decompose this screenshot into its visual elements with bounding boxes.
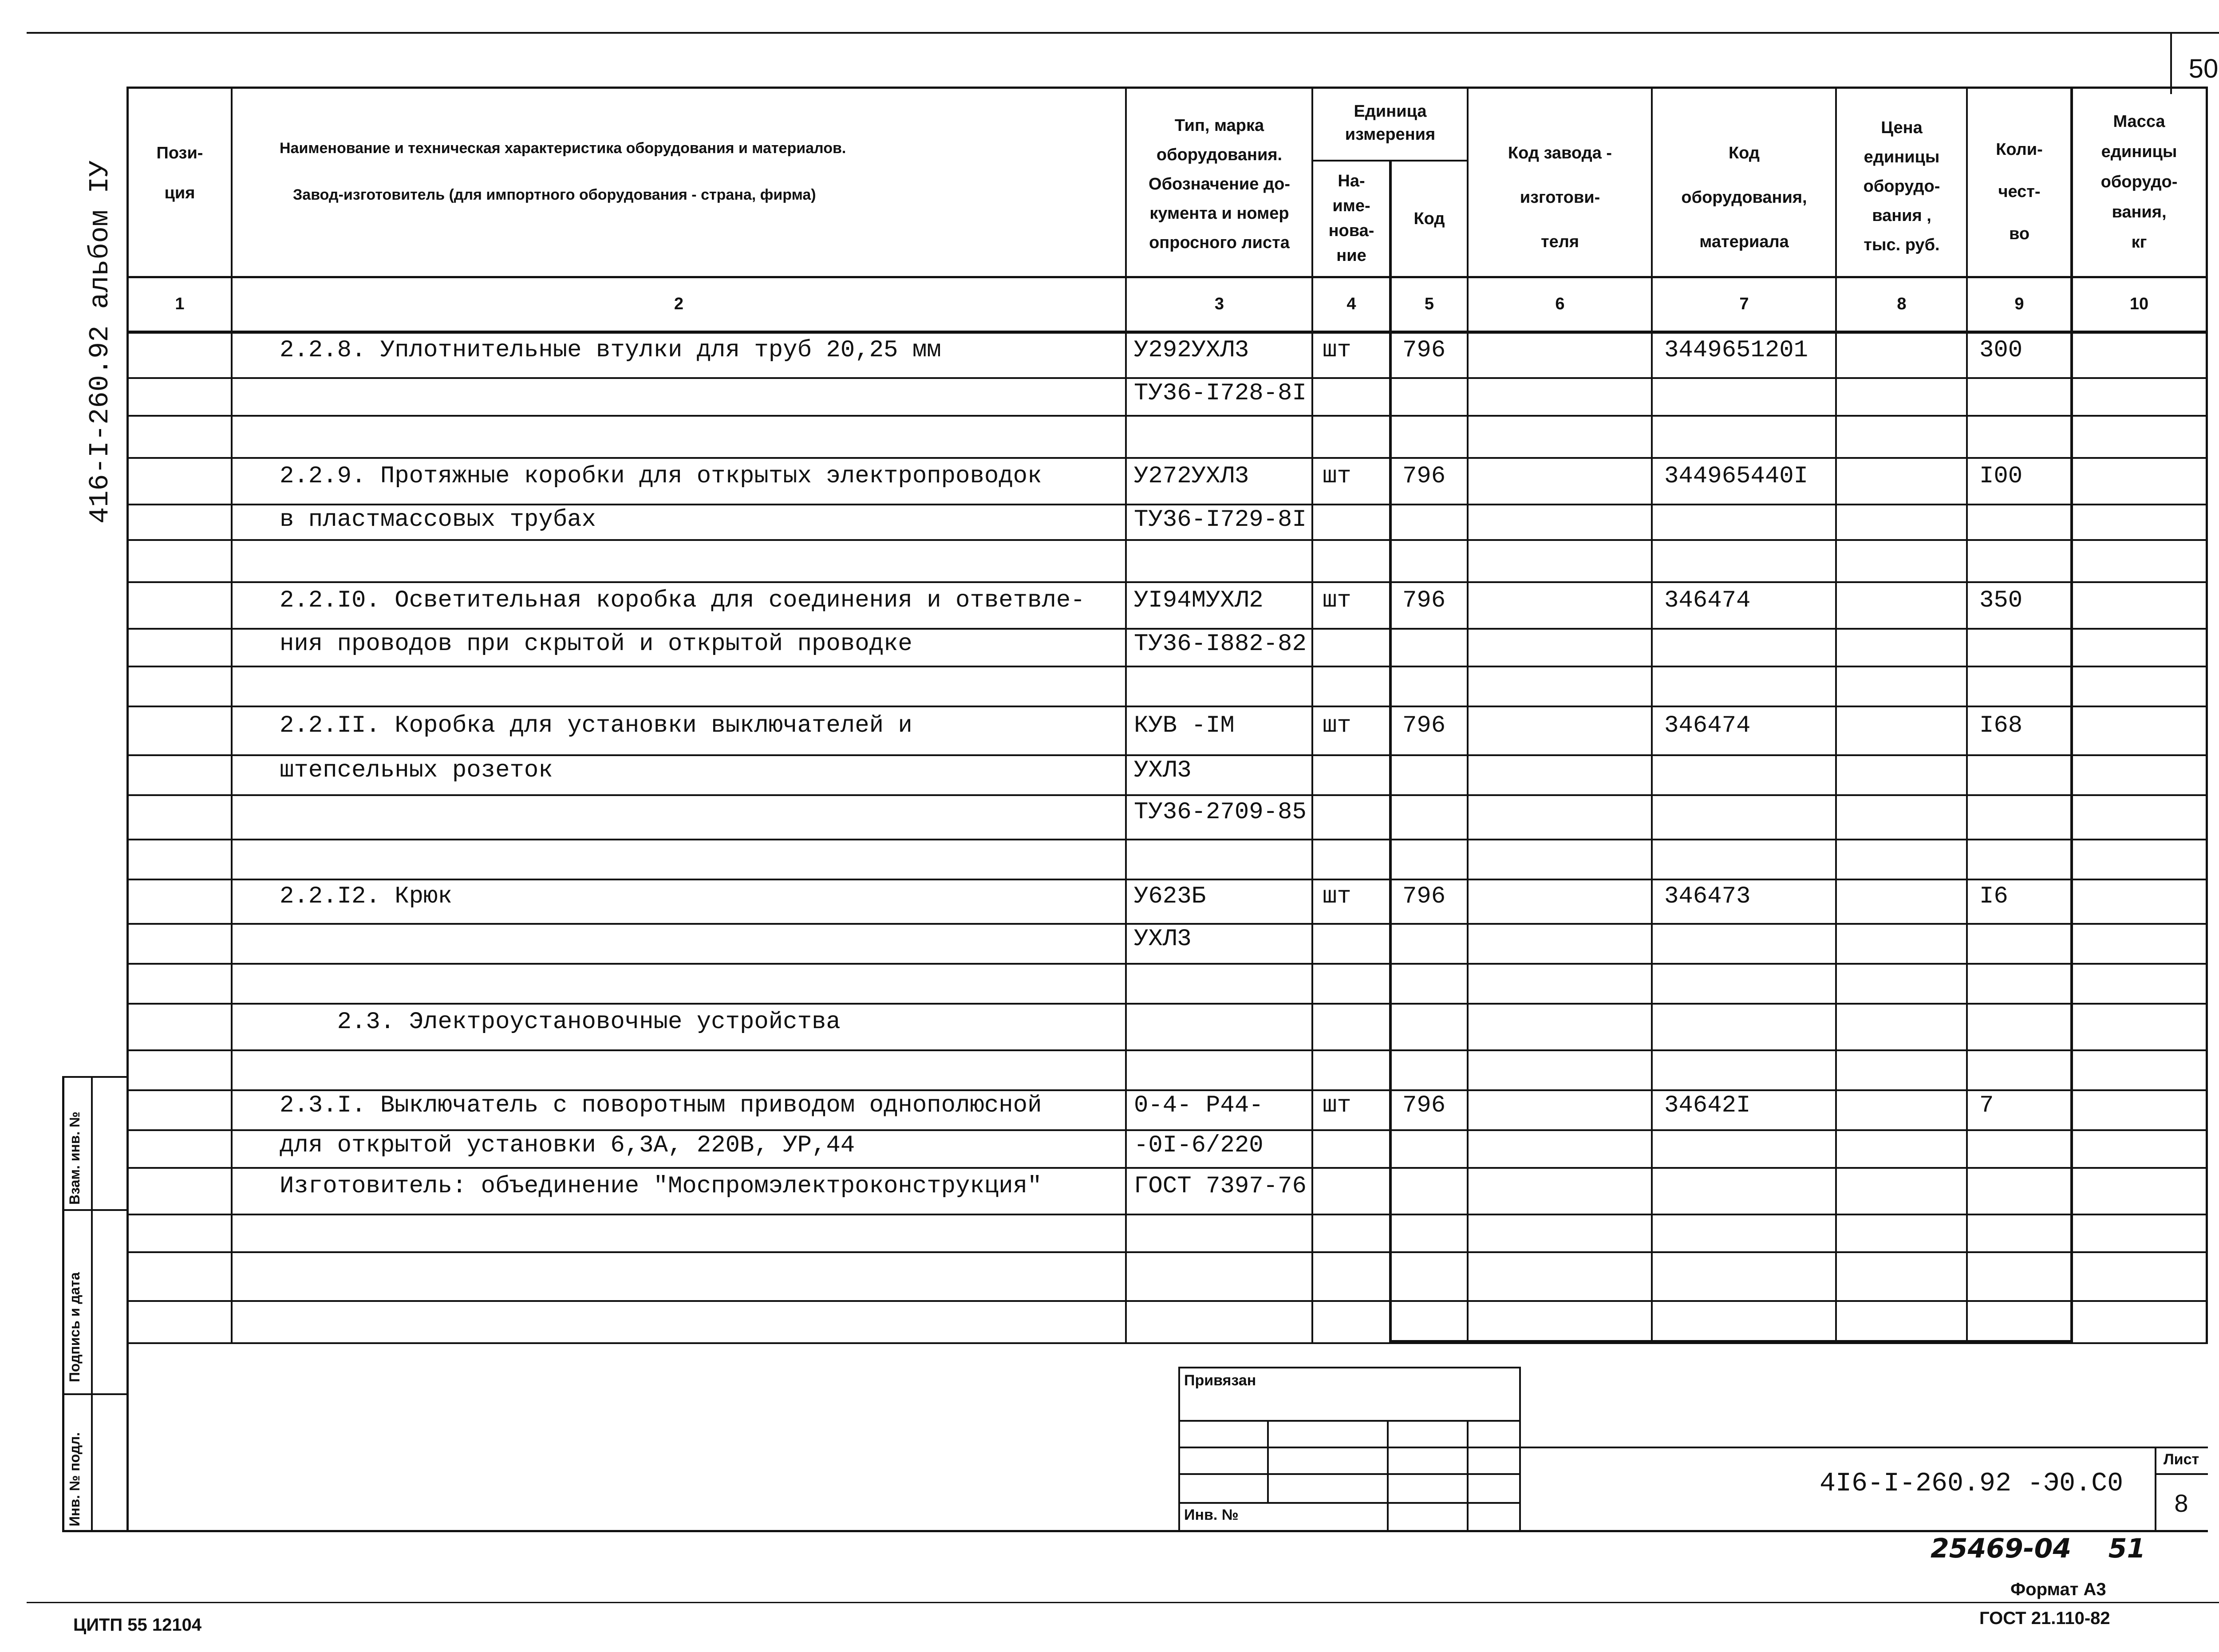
row-type: УI94МУХЛ2 [1134, 587, 1263, 614]
row-divider [126, 794, 2208, 796]
row-unit: шт [1323, 883, 1351, 910]
row-unit: шт [1323, 462, 1351, 490]
header-name-line1: Наименование и техническая характеристика оборудования и материалов. [280, 140, 846, 157]
row-type: ТУ36-I728-8I [1134, 380, 1307, 407]
column-number: 6 [1555, 295, 1565, 313]
row-divider [126, 839, 2208, 840]
row-divider [126, 1300, 2208, 1302]
stamp-original-inventory: Инв. № подл. [67, 1432, 83, 1526]
row-name: 2.2.II. Коробка для установки выключателей и [280, 712, 912, 739]
linked-label: Привязан [1184, 1372, 1256, 1389]
row-unit: шт [1323, 712, 1351, 739]
side-album-label: 416-I-260.92 альбом IУ [84, 160, 116, 524]
header-factory-code: Код завода - изготови- теля [1508, 144, 1612, 251]
row-divider [126, 457, 2208, 459]
row-name: 2.2.I0. Осветительная коробка для соединения и ответвле- [280, 587, 1085, 614]
column-number: 9 [2014, 295, 2024, 313]
row-unit-code: 796 [1402, 1092, 1446, 1119]
stamp-replace-inventory: Взам. инв. № [67, 1112, 83, 1205]
row-divider [126, 963, 2208, 965]
row-name: Изготовитель: объединение "Моспромэлектроконструкция" [280, 1172, 1042, 1200]
row-name: ния проводов при скрытой и открытой проводке [280, 631, 912, 658]
handwritten-number: 25469-04 51 [1931, 1533, 2146, 1564]
format-label: Формат А3 [2010, 1580, 2106, 1599]
row-divider [126, 332, 2208, 334]
row-name: 2.3. Электроустановочные устройства [280, 1008, 841, 1036]
stamp-signature-date: Подпись и дата [67, 1272, 83, 1382]
header-equipment-code: Код оборудования, материала [1681, 144, 1807, 251]
column-number: 1 [175, 295, 185, 313]
row-name: 2.2.9. Протяжные коробки для открытых электропроводок [280, 462, 1042, 490]
row-divider [126, 581, 2208, 583]
header-name-line2: Завод-изготовитель (для импортного оборудования - страна, фирма) [293, 186, 816, 203]
row-divider [126, 754, 2208, 756]
row-divider [126, 377, 2208, 379]
row-divider [126, 1049, 2208, 1051]
row-equipment-code: 346474 [1664, 587, 1751, 614]
row-quantity: 350 [1979, 587, 2023, 614]
row-divider [126, 879, 2208, 880]
row-type: ТУ36-I882-82 [1134, 631, 1307, 658]
row-name: 2.3.I. Выключатель с поворотным приводом однополюсной [280, 1092, 1042, 1119]
row-name: для открытой установки 6,3А, 220В, УР,44 [280, 1132, 855, 1159]
row-type: ТУ36-I729-8I [1134, 506, 1307, 533]
row-unit: шт [1323, 1092, 1351, 1119]
column-number: 5 [1424, 295, 1434, 313]
row-name: штепсельных розеток [280, 757, 553, 784]
row-quantity: I68 [1979, 712, 2023, 739]
row-quantity: 7 [1979, 1092, 1994, 1119]
row-quantity: 300 [1979, 337, 2023, 364]
row-divider [126, 504, 2208, 505]
row-type: У292УХЛ3 [1134, 337, 1249, 364]
row-unit-code: 796 [1402, 883, 1446, 910]
column-number: 10 [2129, 295, 2149, 313]
row-divider [126, 1003, 2208, 1005]
row-unit-code: 796 [1402, 462, 1446, 490]
row-divider [126, 415, 2208, 417]
header-unit-code: Код [1414, 209, 1445, 228]
row-type: ТУ36-2709-85 [1134, 799, 1307, 826]
row-divider [126, 923, 2208, 925]
row-type: ГОСТ 7397-76 [1134, 1172, 1307, 1200]
column-number: 7 [1739, 295, 1749, 313]
row-name: 2.2.8. Уплотнительные втулки для труб 20,25 мм [280, 337, 941, 364]
column-number: 8 [1897, 295, 1907, 313]
row-type: У272УХЛ3 [1134, 462, 1249, 490]
row-equipment-code: 344965440I [1664, 462, 1808, 490]
gost-label: ГОСТ 21.110-82 [1979, 1609, 2110, 1628]
row-divider [126, 539, 2208, 541]
row-name: в пластмассовых трубах [280, 506, 596, 533]
row-type: КУВ -IМ [1134, 712, 1235, 739]
row-unit-code: 796 [1402, 337, 1446, 364]
sheet-label: Лист [2163, 1451, 2199, 1468]
header-type: Тип, марка оборудования. Обозначение до- кумента и номер опросного листа [1149, 116, 1290, 252]
row-quantity: I00 [1979, 462, 2023, 490]
header-unit-group: Единица измерения [1345, 102, 1436, 144]
header-quantity: Коли- чест- во [1996, 140, 2043, 243]
row-type: УХЛ3 [1134, 757, 1192, 784]
row-unit: шт [1323, 337, 1351, 364]
row-unit-code: 796 [1402, 587, 1446, 614]
row-equipment-code: 34642I [1664, 1092, 1751, 1119]
row-quantity: I6 [1979, 883, 2008, 910]
row-divider [126, 1214, 2208, 1215]
header-price: Цена единицы оборудо- вания , тыс. руб. [1863, 118, 1940, 254]
row-equipment-code: 346474 [1664, 712, 1751, 739]
row-divider [126, 628, 2208, 630]
row-type: 0-4- Р44- [1134, 1092, 1263, 1119]
row-divider [126, 1129, 2208, 1131]
inventory-label: Инв. № [1184, 1506, 1239, 1523]
print-mark: ЦИТП 55 12104 [73, 1615, 202, 1635]
row-unit: шт [1323, 587, 1351, 614]
header-mass: Масса единицы оборудо- вания, кг [2101, 112, 2178, 252]
row-divider [126, 706, 2208, 707]
row-divider [126, 1089, 2208, 1091]
row-equipment-code: 346473 [1664, 883, 1751, 910]
header-unit-name: На- име- нова- ние [1328, 172, 1374, 265]
row-name: 2.2.I2. Крюк [280, 883, 452, 910]
row-type: -0I-6/220 [1134, 1132, 1263, 1159]
row-divider [126, 1251, 2208, 1253]
row-type: У623Б [1134, 883, 1206, 910]
column-number: 3 [1214, 295, 1224, 313]
row-divider [126, 666, 2208, 667]
row-divider [126, 1167, 2208, 1169]
column-number: 2 [674, 295, 684, 313]
header-position: Пози- ция [156, 144, 203, 202]
column-number: 4 [1346, 295, 1356, 313]
sheet-number: 8 [2174, 1489, 2188, 1517]
row-unit-code: 796 [1402, 712, 1446, 739]
row-type: УХЛ3 [1134, 926, 1192, 953]
row-equipment-code: 3449651201 [1664, 337, 1808, 364]
document-code: 4I6-I-260.92 -Э0.С0 [1820, 1469, 2124, 1499]
page-number: 50 [2188, 54, 2219, 83]
